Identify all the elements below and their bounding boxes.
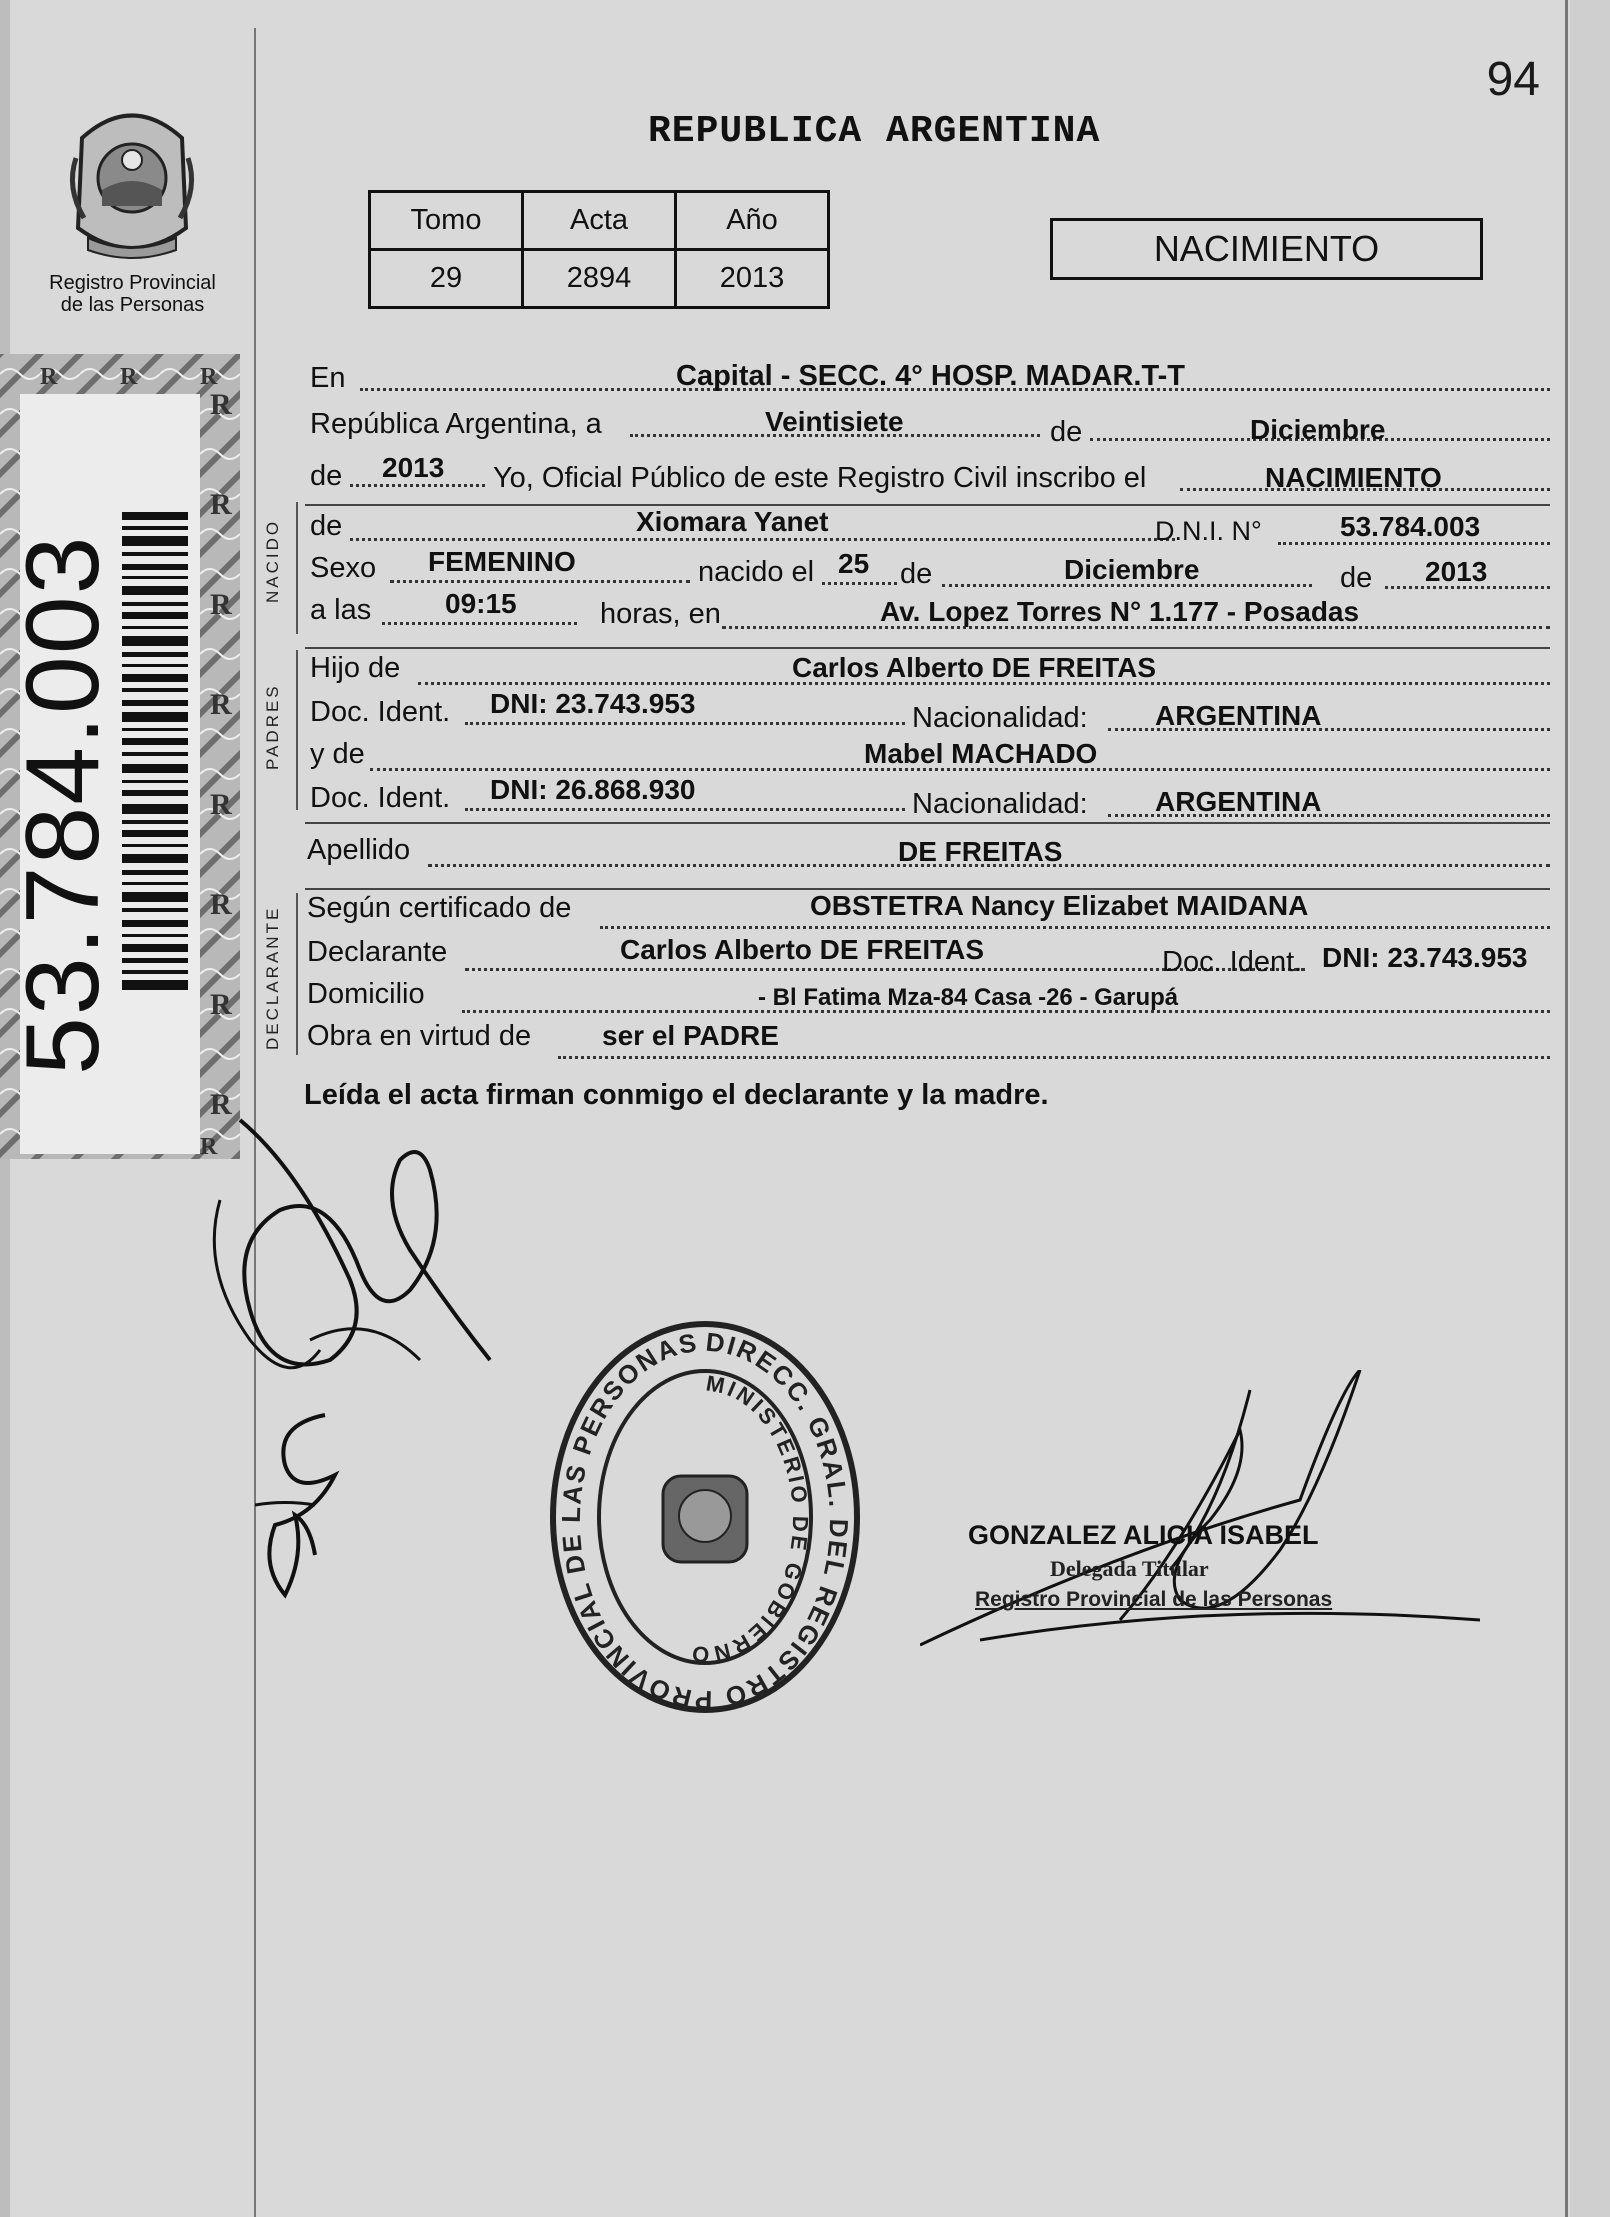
svg-text:R: R — [210, 1088, 232, 1121]
child-year: 2013 — [1425, 556, 1488, 587]
stamp-outer-text: DIRECC. GRAL. DEL REGISTRO PROVINCIAL DE LAS PERSONAS — [555, 1326, 855, 1716]
en-value: Capital - SECC. 4° HOSP. MADAR.T-T — [676, 360, 1185, 392]
registry-value-row — [370, 250, 829, 308]
sexo-label: Sexo — [310, 552, 377, 584]
organization-name-line2: de las Personas — [60, 294, 205, 316]
registry-header-row — [370, 192, 829, 250]
hijo-label: Hijo de — [310, 652, 401, 684]
registry-value-anio: 2013 — [676, 250, 829, 308]
declarant-label: Declarante — [307, 936, 448, 968]
section-label-declarante: DECLARANTE — [263, 905, 282, 1050]
domicile-value: - Bl Fatima Mza-84 Casa -26 - Garupá — [758, 984, 1179, 1011]
line-declarant — [307, 934, 1550, 978]
day-value: Veintisiete — [765, 406, 904, 437]
section-label-padres: PADRES — [263, 683, 282, 770]
line-child-name — [310, 506, 1550, 550]
registry-header-acta: Acta — [523, 192, 676, 250]
en-label: En — [310, 362, 346, 394]
dotted-leader — [350, 538, 1175, 541]
mother-doc-label: Doc. Ident. — [310, 782, 451, 814]
dni-label: D.N.I. N° — [1155, 516, 1262, 546]
child-de-label2: de — [900, 558, 933, 590]
nacido-label: nacido el — [698, 556, 815, 588]
dotted-leader — [558, 1056, 1550, 1059]
child-day: 25 — [838, 548, 870, 579]
father-doc-label: Doc. Ident. — [310, 696, 451, 728]
a-las-label: a las — [310, 594, 372, 626]
dotted-leader — [822, 582, 897, 585]
header-title: REPUBLICA ARGENTINA — [648, 110, 1101, 153]
svg-text:R: R — [210, 488, 232, 521]
organization-name-line1: Registro Provincial — [49, 272, 216, 294]
official-stamp-icon — [545, 1316, 865, 1718]
province-seal-icon — [62, 98, 202, 266]
dotted-leader — [350, 484, 485, 487]
page-right-edge — [1570, 0, 1610, 2217]
rule-padres-top — [305, 647, 1550, 649]
section-label-nacido: NACIDO — [263, 518, 282, 603]
svg-text:R: R — [200, 364, 218, 390]
month-value: Diciembre — [1250, 414, 1386, 445]
mother-name: Mabel MACHADO — [864, 738, 1098, 769]
dotted-leader — [390, 580, 690, 583]
obra-value: ser el PADRE — [602, 1020, 779, 1051]
registry-table — [368, 190, 830, 309]
horas-label: horas, en — [600, 598, 721, 630]
declarant-signature-icon — [210, 1110, 500, 1410]
svg-text:R: R — [210, 888, 232, 921]
page-number: 94 — [1486, 53, 1540, 106]
official-name: GONZALEZ ALICIA ISABEL — [968, 1520, 1319, 1550]
father-nat: ARGENTINA — [1155, 700, 1322, 731]
registry-header-anio: Año — [676, 192, 829, 250]
registry-header-tomo: Tomo — [370, 192, 523, 250]
section-bar-nacido — [296, 502, 298, 634]
child-sexo: FEMENINO — [428, 546, 576, 577]
line-father-doc — [310, 688, 1550, 734]
y-de-label: y de — [310, 738, 365, 770]
child-de-label: de — [310, 510, 343, 542]
strip-number: 53.784.003 — [5, 534, 121, 1075]
cert-value: OBSTETRA Nancy Elizabet MAIDANA — [810, 890, 1309, 921]
child-hour: 09:15 — [445, 588, 517, 619]
obra-label: Obra en virtud de — [307, 1020, 532, 1052]
line-en — [310, 362, 1550, 402]
official-signature-icon — [920, 1370, 1480, 1660]
type-value: NACIMIENTO — [1265, 462, 1442, 493]
declarant-doc-value: DNI: 23.743.953 — [1322, 942, 1528, 973]
line-father — [310, 652, 1550, 692]
child-dni: 53.784.003 — [1340, 511, 1481, 542]
child-place: Av. Lopez Torres N° 1.177 - Posadas — [880, 596, 1360, 627]
svg-text:R: R — [200, 1134, 218, 1159]
line-obra — [307, 1020, 1550, 1060]
mother-nat: ARGENTINA — [1155, 786, 1322, 817]
svg-text:R: R — [40, 364, 58, 390]
line-child-birth — [310, 546, 1550, 594]
year-value: 2013 — [382, 452, 445, 483]
mother-signature-icon — [255, 1405, 355, 1605]
registry-value-acta: 2894 — [523, 250, 676, 308]
svg-text:R: R — [210, 688, 232, 721]
cert-label: Según certificado de — [307, 892, 572, 924]
line-mother — [310, 738, 1550, 778]
svg-text:R: R — [210, 988, 232, 1021]
child-name: Xiomara Yanet — [636, 506, 829, 537]
de-label: de — [310, 460, 343, 492]
line-domicile — [307, 978, 1550, 1018]
father-nat-label: Nacionalidad: — [912, 702, 1088, 734]
organization-name — [40, 272, 225, 316]
republica-label: República Argentina, a — [310, 408, 602, 440]
svg-text:R: R — [210, 588, 232, 621]
surname-label: Apellido — [307, 834, 411, 866]
surname-value: DE FREITAS — [898, 836, 1063, 867]
official-title: Delegada Titular — [1050, 1556, 1209, 1581]
father-doc: DNI: 23.743.953 — [490, 688, 696, 719]
right-margin-line — [1565, 0, 1568, 2217]
rule-nacido-top — [305, 504, 1550, 506]
barcode-icon — [122, 512, 188, 997]
child-de-label3: de — [1340, 562, 1373, 594]
record-type-box: NACIMIENTO — [1050, 218, 1483, 280]
section-bar-declarante — [296, 893, 298, 1055]
mother-nat-label: Nacionalidad: — [912, 788, 1088, 820]
line-republica — [310, 408, 1550, 448]
father-name: Carlos Alberto DE FREITAS — [792, 652, 1157, 683]
child-month: Diciembre — [1064, 554, 1200, 585]
line-child-time — [310, 588, 1550, 634]
official-office: Registro Provincial de las Personas — [975, 1588, 1333, 1611]
declarant-value: Carlos Alberto DE FREITAS — [620, 934, 985, 965]
dotted-leader — [465, 722, 905, 725]
registry-value-tomo: 29 — [370, 250, 523, 308]
svg-text:R: R — [120, 364, 138, 390]
line-officer — [310, 454, 1550, 494]
dotted-leader — [600, 926, 1550, 929]
svg-text:R: R — [210, 788, 232, 821]
de-label: de — [1050, 416, 1083, 448]
dotted-leader — [465, 808, 905, 811]
closing-statement: Leída el acta firman conmigo el declarante y la madre. — [304, 1079, 1049, 1111]
rule-apellido-top — [305, 822, 1550, 824]
svg-text:R: R — [210, 388, 232, 421]
line-certificate — [307, 890, 1550, 932]
line-mother-doc — [310, 774, 1550, 820]
stamp-inner-text: MINISTERIO DE GOBIERNO — [688, 1370, 814, 1668]
mother-doc: DNI: 26.868.930 — [490, 774, 696, 805]
domicile-label: Domicilio — [307, 978, 425, 1010]
declarant-doc-label: Doc. Ident. — [1162, 946, 1303, 978]
dotted-leader — [382, 622, 577, 625]
officer-text: Yo, Oficial Público de este Registro Civil inscribo el — [493, 462, 1147, 494]
section-bar-padres — [296, 650, 298, 810]
line-surname — [307, 834, 1550, 874]
